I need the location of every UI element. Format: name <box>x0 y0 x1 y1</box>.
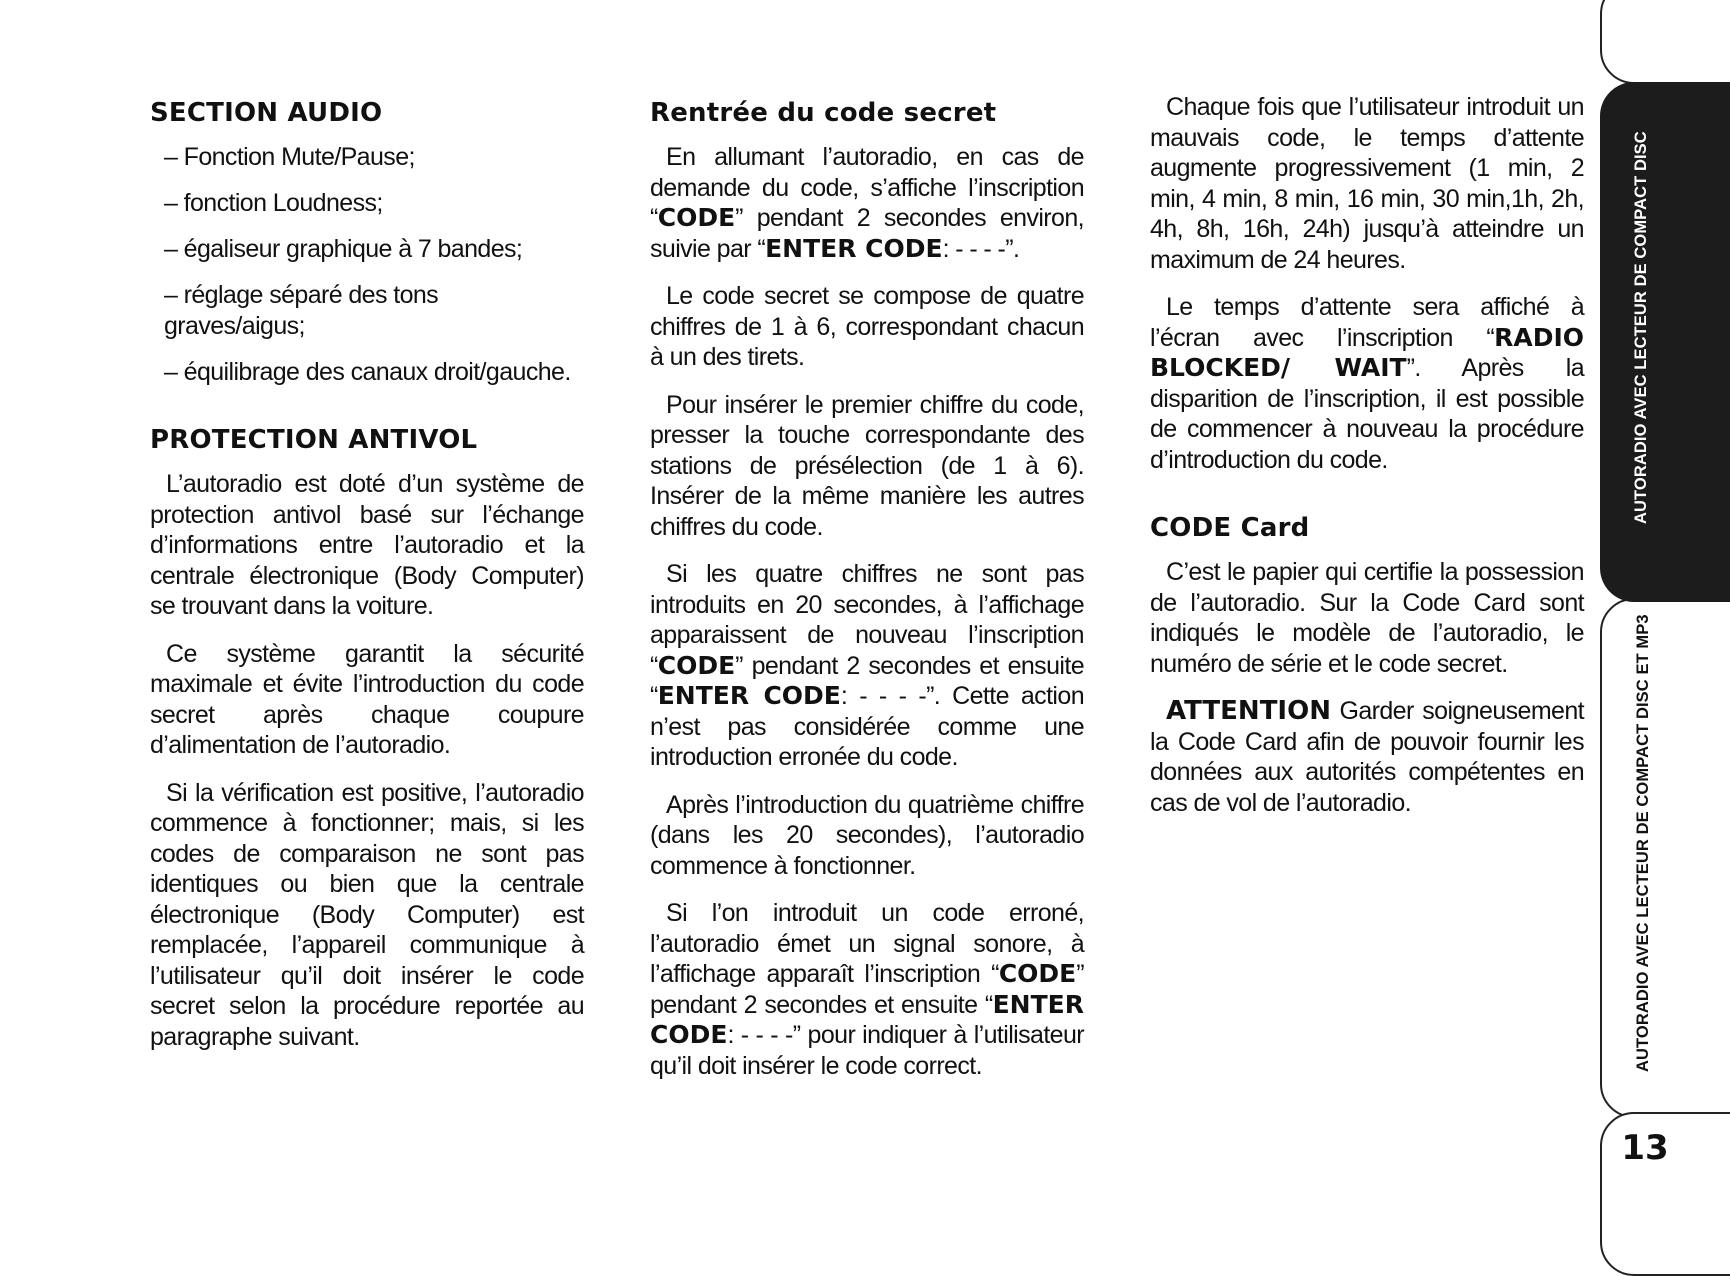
paragraph: Si l’on introduit un code erroné, l’autoradio émet un signal sonore, à l’affichage apparaît l’inscription “CODE” pendant 2 secondes et ensuite “ENTER CODE: - - - -” pour indiquer à l’utilisateur qu’il doit insérer le code correct. <box>650 899 1084 1080</box>
list-item: – Fonction Mute/Pause; <box>164 143 415 171</box>
paragraph: Ce système garantit la sécurité maximale et évite l’introduction du code secret après chaque coupure d’alimentation de l’autoradio. <box>150 639 584 759</box>
paragraph: Le temps d’attente sera affiché à l’écran avec l’inscription “RADIO BLOCKED/ WAIT”. Après la disparition de l’inscription, il est possible de commencer à nouveau la procédure d’introduction du code. <box>1150 293 1584 474</box>
heading-code-card: CODE Card <box>1150 513 1310 543</box>
heading-section-audio: SECTION AUDIO <box>150 98 383 128</box>
list-item: – fonction Loudness; <box>164 189 383 217</box>
tab-mp3-section[interactable] <box>1600 598 1730 1118</box>
paragraph-attention: ATTENTION Garder soigneusement la Code Card afin de pouvoir fournir les données aux autorités compétentes en cas de vol de l’autoradio. <box>1150 696 1584 817</box>
tab-active-label: AUTORADIO AVEC LECTEUR DE COMPACT DISC <box>1632 131 1650 524</box>
paragraph: Si les quatre chiffres ne sont pas introduits en 20 secondes, à l’affichage apparaissent de nouveau l’inscription “CODE” pendant 2 secondes et ensuite “ENTER CODE: - - - -”. Cette action n’est pas considérée comme une introduction erronée du code. <box>650 560 1084 771</box>
paragraph: Le code secret se compose de quatre chiffres de 1 à 6, correspondant chacun à un des tirets. <box>650 282 1084 371</box>
tab-mp3-label: AUTORADIO AVEC LECTEUR DE COMPACT DISC ET MP3 <box>1634 614 1652 1072</box>
tab-previous[interactable] <box>1600 0 1730 84</box>
paragraph: Pour insérer le premier chiffre du code, presser la touche correspondante des stations de présélection (de 1 à 6). Insérer de la même manière les autres chiffres du code. <box>650 390 1084 541</box>
paragraph: Si la vérification est positive, l’autoradio commence à fonctionner; mais, si les codes de comparaison ne sont pas identiques ou bien que la centrale électronique (Body Computer) est remplacée, l’appareil communique à l’utilisateur qu’il doit insérer le code secret selon la procédure reportée au paragraphe suivant. <box>150 778 584 1051</box>
column-1 <box>150 92 584 1069</box>
paragraph: Chaque fois que l’utilisateur introduit un mauvais code, le temps d’attente augmente progressivement (1 min, 2 min, 4 min, 8 min, 16 min, 30 min,1h, 2h, 4h, 8h, 16h, 24h) jusqu’à atteindre un maximum de 24 heures. <box>1150 93 1584 274</box>
column-3 <box>1150 92 1584 835</box>
list-item: – réglage séparé des tons graves/aigus; <box>164 281 439 340</box>
paragraph: C’est le papier qui certifie la possession de l’autoradio. Sur la Code Card sont indiqués le modèle de l’autoradio, le numéro de série et le code secret. <box>1150 558 1584 678</box>
side-tabs <box>1600 0 1730 1241</box>
heading-protection-antivol: PROTECTION ANTIVOL <box>150 425 478 455</box>
attention-label: ATTENTION <box>1166 696 1331 726</box>
paragraph: Après l’introduction du quatrième chiffre (dans les 20 secondes), l’autoradio commence à fonctionner. <box>650 790 1084 880</box>
paragraph: L’autoradio est doté d’un système de protection antivol basé sur l’échange d’informations entre l’autoradio et la centrale électronique (Body Computer) se trouvant dans la voiture. <box>150 470 584 620</box>
tab-active-section[interactable] <box>1600 82 1730 602</box>
column-2 <box>650 92 1084 1098</box>
page-number: 13 <box>1621 1128 1669 1168</box>
list-item: – équilibrage des canaux droit/gauche. <box>164 357 571 386</box>
paragraph: En allumant l’autoradio, en cas de demande du code, s’affiche l’inscription “CODE” pendant 2 secondes environ, suivie par “ENTER CODE: - - - -”. <box>650 143 1084 263</box>
heading-rentree-code: Rentrée du code secret <box>650 98 997 128</box>
list-item: – égaliseur graphique à 7 bandes; <box>164 235 523 263</box>
